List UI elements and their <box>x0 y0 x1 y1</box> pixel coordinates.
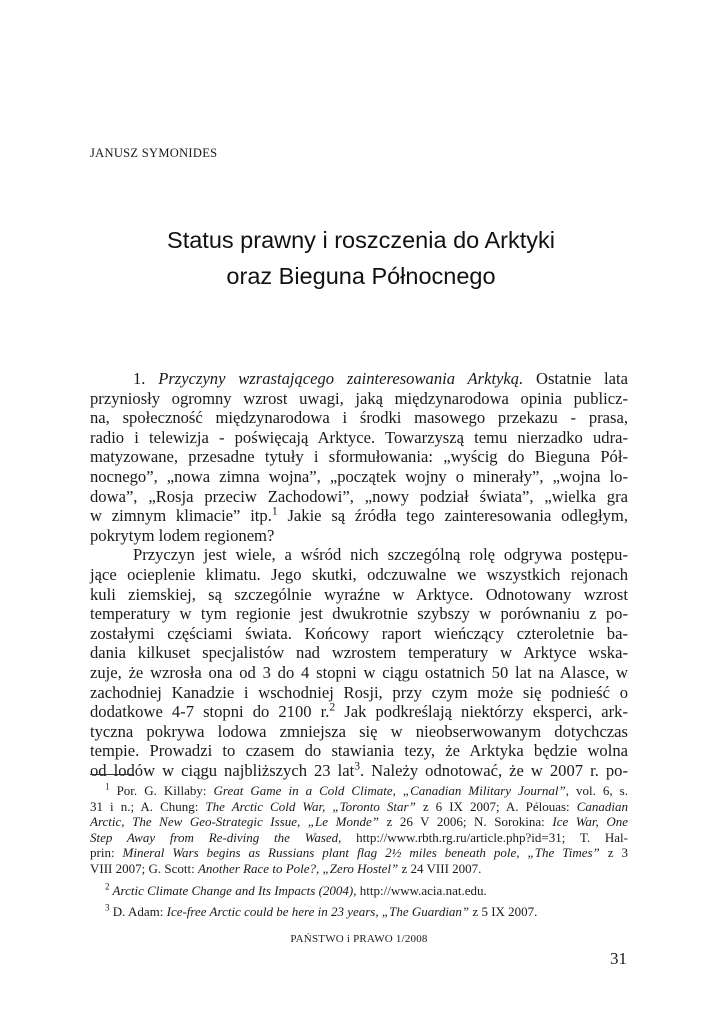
footnote-1-line: Arctic, The New Geo-Strategic Issue, „Le Monde” z 26 V 2006; N. Sorokina: Ice War, One <box>90 814 629 830</box>
paragraph-1-line: na, społeczność międzynarodowa i środki masowego przekazu - prasa, <box>90 408 628 428</box>
article-body <box>90 369 628 780</box>
paragraph-1-line: radio i telewizja - poświęcają Arktyce. Towarzyszą temu nierzadko udra- <box>90 427 628 447</box>
footnote-ref-1[interactable]: 1 <box>271 504 278 518</box>
paragraph-2-line: tempie. Prowadzi to czasem do stawiania tezy, że Arktyka będzie wolna <box>90 741 628 761</box>
footnote-link: http://www.rbth.rg.ru/article.php?id=31; T. Hal- <box>341 829 628 845</box>
title-line-1: Status prawny i roszczenia do Arktyki <box>167 227 555 253</box>
footnotes <box>90 783 628 920</box>
footnote-1-line: 31 i n.; A. Chung: The Arctic Cold War, „Toronto Star” z 6 IX 2007; A. Pélouas: Canadian <box>90 798 628 814</box>
footnote-1-line: $^1$ Por. G. Killaby: Great Game in a Cold Climate, „Canadian Military Journal”, vol. 6, s. <box>105 781 628 798</box>
paragraph-2-line: zuje, że wzrosła ona od 3 do 4 stopni w ciągu ostatnich 50 lat na Alasce, w <box>90 662 628 682</box>
footnote-ref-2[interactable]: 2 <box>329 700 336 714</box>
paragraph-2-line: zostałymi częściami świata. Końcowy raport wieńczący czteroletnie ba- <box>90 623 628 643</box>
title-line-2: oraz Bieguna Północnego <box>226 263 496 289</box>
paragraph-1-line: pokrytym lodem regionem? <box>90 525 275 545</box>
footnote-1-line: prin: Mineral Wars begins as Russians plant flag 2½ miles beneath pole, „The Times” z 3 <box>90 845 628 861</box>
paragraph-2-line: kuli ziemskiej, są szczególnie wyraźne w Arktyce. Odnotowany wzrost <box>90 584 628 604</box>
paragraph-1-line: matyzowane, przesadne tytuły i sformułowania: „wyścig do Bieguna Pół- <box>90 447 628 467</box>
paragraph-2-line: Przyczyn jest wiele, a wśród nich szczególną rolę odgrywa postępu- <box>133 545 628 565</box>
footnote-3: $^3$ D. Adam: Ice-free Arctic could be here in 23 years, „The Guardian” z 5 IX 2007. <box>105 902 538 920</box>
paragraph-2-line: dania kilkuset specjalistów nad wzrostem temperatury w Arktyce wska- <box>90 643 628 663</box>
footnote-2: $^2$ Arctic Climate Change and Its Impacts (2004), http://www.acia.nat.edu. <box>105 881 487 898</box>
paragraph-1-line: nocnego”, „nowa zimna wojna”, „początek wojny o minerały”, „wojna lo- <box>90 466 628 486</box>
paragraph-2-line: tyczna pokrywa lodowa zmniejsza się w nieobserwowanym dotychczas <box>90 721 628 741</box>
author-name: JANUSZ SYMONIDES <box>90 146 218 160</box>
footnote-1-line: Step Away from Re-diving the Wased, http://www.rbth.rg.ru/article.php?id=31; T. Hal- <box>90 829 628 845</box>
paragraph-1-line: w zimnym klimacie” itp.$^1$ Jakie są źródła tego zainteresowania odległym, <box>90 504 628 526</box>
paragraph-2-line: zachodniej Kanadzie i wschodniej Rosji, przy czym może się podnieść o <box>90 682 628 702</box>
journal-footer: PAŃSTWO i PRAWO 1/2008 <box>290 933 428 945</box>
paragraph-2-line: jące ocieplenie klimatu. Jego skutki, odczuwalne we wszystkich rejonach <box>90 564 628 584</box>
footnote-1-line: VIII 2007; G. Scott: Another Race to Pole?, „Zero Hostel” z 24 VIII 2007. <box>90 860 482 876</box>
footnote-divider <box>90 774 134 775</box>
paragraph-1-line: dowa”, „Rosja przeciw Zachodowi”, „nowy podział świata”, „wielka gra <box>90 486 628 506</box>
paragraph-2-line: dodatkowe 4-7 stopni do 2100 r.$^2$ Jak podkreślają niektórzy eksperci, ark- <box>90 700 628 722</box>
paragraph-2-line: temperatury w tym regionie jest dwukrotnie szybszy w porównaniu z po- <box>90 604 628 624</box>
section-heading: Przyczyny wzrastającego zainteresowania Arktyką. <box>158 369 524 388</box>
paragraph-2-line: od lodów w ciągu najbliższych 23 lat$^3$. Należy odnotować, że w 2007 r. po- <box>90 759 628 780</box>
paragraph-1-line-1: 1. Przyczyny wzrastającego zainteresowania Arktyką. Ostatnie lata <box>133 369 628 388</box>
page-number: 31 <box>610 949 627 968</box>
paragraph-1-line: przyniosły ogromny wzrost uwagi, jaką międzynarodowa opinia publicz- <box>90 388 628 408</box>
article-title <box>90 222 632 294</box>
footnote-ref-3[interactable]: 3 <box>354 759 361 773</box>
